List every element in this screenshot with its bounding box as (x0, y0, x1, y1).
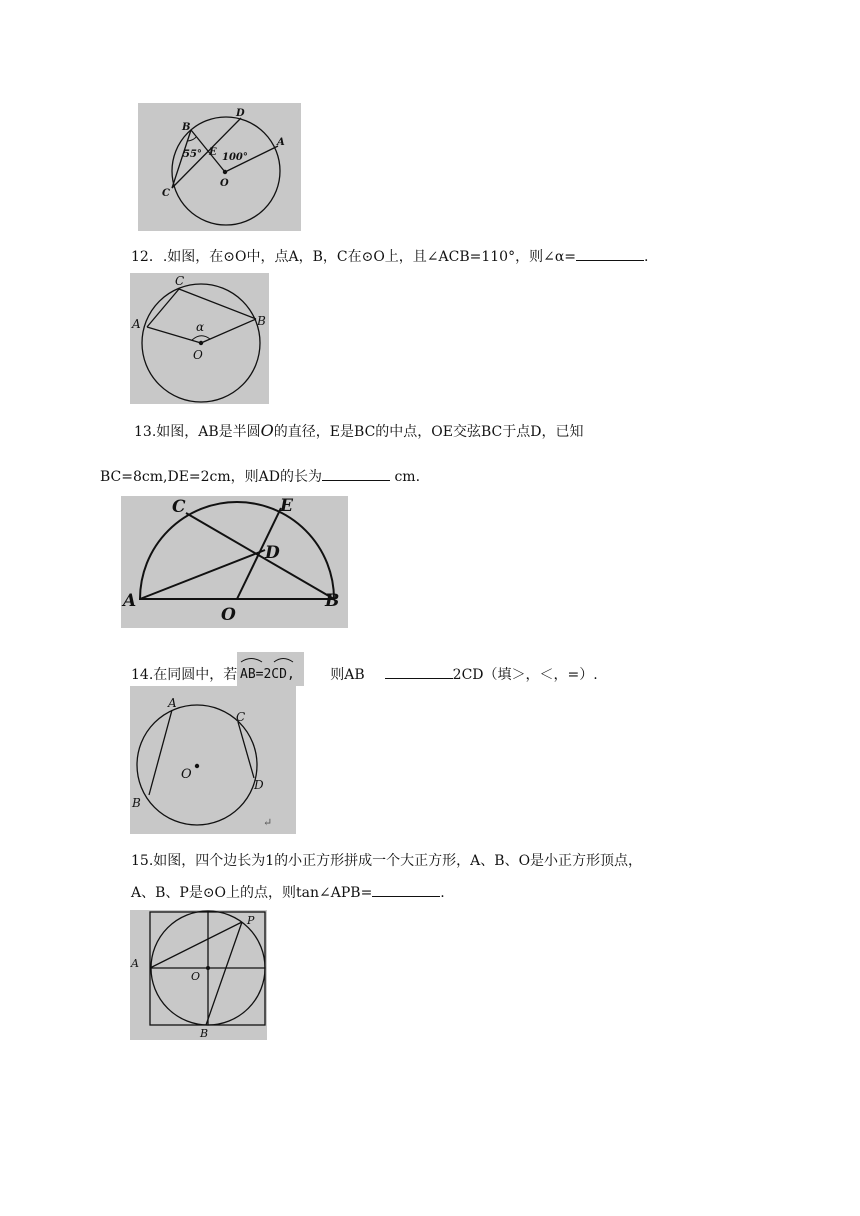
fig14-label-d: D (254, 778, 264, 792)
question-15-line2 (131, 882, 445, 903)
fig11-label-o: O (220, 178, 229, 189)
figure-q14-svg (130, 686, 296, 834)
fig11-label-c: C (162, 188, 170, 199)
fig14-label-o: O (181, 767, 192, 782)
fig12-label-o: O (193, 348, 203, 362)
question-14-blank[interactable] (385, 664, 453, 679)
question-14-text-a: 14.在同圆中，若 (131, 667, 238, 683)
figure-q14 (130, 686, 296, 834)
question-15-text-b: A、B、P是⊙O上的点，则tan∠APB= (131, 885, 373, 901)
figure-q11 (138, 103, 301, 231)
fig13-label-a: A (123, 591, 137, 611)
figure-q13 (121, 496, 348, 628)
fig11-label-d: D (236, 108, 245, 119)
question-12-text: 12．.如图，在⊙O中，点A，B，C在⊙O上，且∠ACB=110°，则∠α= (131, 249, 576, 265)
question-15-blank[interactable] (372, 882, 440, 897)
fig11-angle-55: 55° (183, 149, 202, 160)
question-15-text-c: . (440, 885, 445, 901)
fig13-label-c: C (172, 497, 186, 517)
question-15-text-a: 15.如图，四个边长为1的小正方形拼成一个大正方形，A、B、O是小正方形顶点， (131, 853, 643, 869)
fig11-label-a: A (277, 137, 285, 148)
fig15-label-o: O (191, 970, 201, 983)
fig11-angle-100: 100° (222, 152, 248, 163)
fig12-label-a: A (132, 317, 141, 331)
fig14-label-a: A (168, 696, 177, 710)
figure-q11-svg (138, 103, 301, 231)
figure-q15 (130, 910, 267, 1040)
figure-q12-svg (130, 273, 269, 404)
fig13-label-e: E (280, 496, 293, 516)
fig11-label-b: B (182, 122, 191, 133)
fig13-label-d: D (265, 543, 280, 563)
question-14-text-c: 2CD（填＞，＜，=）. (452, 667, 598, 683)
question-13-text-a: 13.如图，AB是半圆 (134, 424, 261, 440)
figure-q12 (130, 273, 269, 404)
fig11-label-e: E (209, 147, 217, 158)
question-13-text-b: 的直径，E是BC的中点，OE交弦BC于点D，已知 (273, 424, 584, 440)
fig12-label-b: B (257, 314, 266, 328)
fig14-return-mark: ↵ (263, 816, 273, 829)
question-14-text-b: 则AB (330, 667, 365, 683)
question-14-formula-svg (237, 652, 304, 686)
question-13-line1 (134, 421, 583, 442)
fig13-label-o: O (221, 605, 236, 625)
question-14-formula-text: AB=2CD, (240, 667, 296, 682)
question-13-circle-o: O (260, 421, 274, 440)
fig15-label-a: A (131, 957, 139, 970)
question-13-text-d: cm. (390, 469, 421, 485)
fig12-label-alpha: α (196, 320, 205, 334)
question-12-blank[interactable] (576, 246, 644, 261)
fig14-label-b: B (132, 796, 141, 810)
question-13-blank[interactable] (322, 466, 390, 481)
figure-q15-svg (130, 910, 267, 1040)
question-15-line1 (131, 851, 642, 871)
question-13-text-c: BC=8cm,DE=2cm，则AD的长为 (100, 469, 322, 485)
fig15-label-p: P (247, 914, 255, 927)
question-13-line2 (100, 466, 420, 487)
figure-q13-svg (121, 496, 348, 628)
fig15-label-b: B (200, 1027, 209, 1040)
fig12-label-c: C (175, 274, 185, 288)
fig14-label-c: C (236, 710, 246, 724)
question-14-formula (237, 652, 304, 686)
question-12 (131, 246, 648, 267)
fig13-label-b: B (325, 591, 340, 611)
question-12-end: . (644, 249, 649, 265)
